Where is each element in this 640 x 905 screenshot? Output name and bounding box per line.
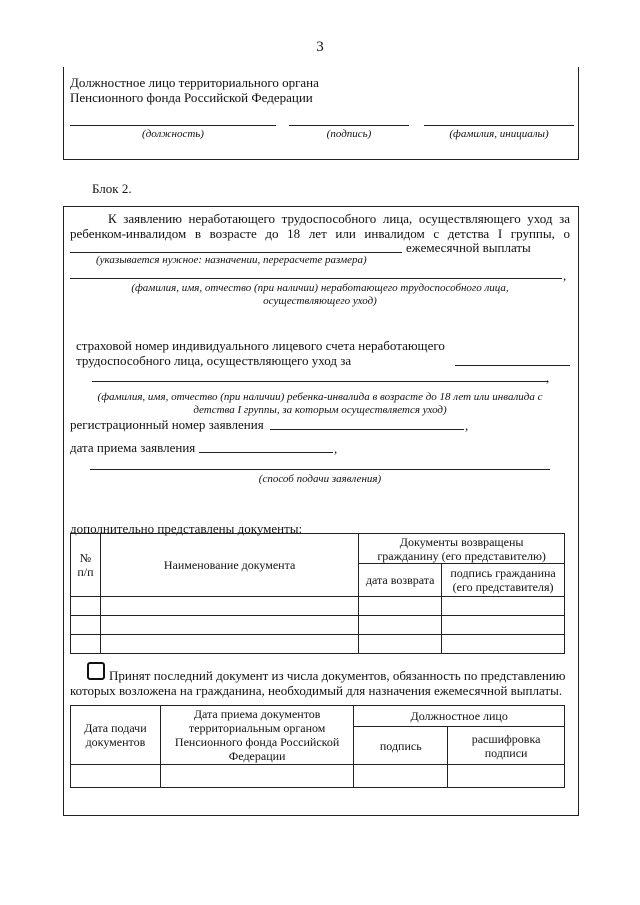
caption-position: (должность)	[142, 128, 204, 140]
name-field-line[interactable]	[424, 125, 574, 126]
caption-child-fio-2: детства I группы, за которым осуществляется уход)	[193, 404, 447, 416]
table-row[interactable]	[71, 596, 565, 615]
col-sign-line-1: подпись гражданина	[450, 565, 556, 580]
method-field-line[interactable]	[90, 469, 550, 470]
table-row[interactable]	[71, 615, 565, 634]
snils-line-2: трудоспособного лица, осуществляющего уход за	[76, 353, 352, 368]
accepted-line-1: Принят последний документ из числа документов, обязанность по представлению	[109, 668, 566, 683]
caption-name: (фамилия, инициалы)	[449, 128, 549, 140]
comma-3: ,	[465, 418, 469, 433]
intro-line-1: К заявлению неработающего трудоспособного лица, осуществляющего уход за	[108, 211, 570, 226]
col-returned-header	[359, 534, 565, 564]
page-number: 3	[316, 39, 324, 55]
position-field-line[interactable]	[70, 125, 276, 126]
col-return-date-header: дата возврата	[359, 564, 442, 596]
table-row[interactable]	[71, 634, 565, 653]
col-submit-date-header	[71, 706, 161, 765]
block2-heading: Блок 2.	[92, 181, 132, 196]
col-official-header: Должностное лицо	[354, 706, 565, 727]
documents-table	[70, 533, 565, 654]
col-decode-line-2: подписи	[484, 745, 528, 760]
purpose-field-line[interactable]	[70, 252, 402, 253]
caption-needed: (указывается нужное: назначении, перерасчете размера)	[96, 254, 367, 266]
caption-method: (способ подачи заявления)	[258, 473, 382, 485]
reg-number-field-line[interactable]	[270, 429, 464, 430]
date-field-line[interactable]	[199, 452, 333, 453]
caption-applicant-fio-2: осуществляющего уход)	[263, 295, 377, 307]
extra-docs-label: дополнительно представлены документы:	[70, 521, 303, 536]
intro-line-2: ребенком-инвалидом в возрасте до 18 лет или инвалидом с детства I группы, о	[70, 226, 570, 241]
caption-applicant-fio-1: (фамилия, имя, отчество (при наличии) неработающего трудоспособного лица,	[131, 282, 509, 294]
caption-child-fio-1: (фамилия, имя, отчество (при наличии) ребенка-инвалида в возрасте до 18 лет или инвалида с	[97, 391, 543, 403]
col-accept-line-4: Федерации	[228, 749, 286, 763]
col-signature-header: подпись	[354, 727, 448, 765]
col-doc-name-header: Наименование документа	[100, 534, 358, 597]
accepted-line-2: которых возложена на гражданина, необходимый для назначения ежемесячной выплаты.	[70, 683, 563, 698]
col-submit-line-1: Дата подачи	[84, 721, 147, 735]
applicant-fio-field-line[interactable]	[70, 278, 562, 279]
signature-field-line[interactable]	[289, 125, 409, 126]
col-accept-line-3: Пенсионного фонда Российской	[174, 735, 340, 749]
snils-field-line[interactable]	[455, 365, 570, 366]
reg-number-label: регистрационный номер заявления	[70, 417, 264, 432]
snils-line-1: страховой номер индивидуального лицевого счета неработающего	[76, 338, 445, 353]
date-label: дата приема заявления	[70, 440, 196, 455]
child-fio-field-line[interactable]	[92, 381, 548, 382]
comma-1: ,	[563, 268, 567, 283]
col-sign-line-2: (его представителя)	[452, 579, 554, 594]
table-row[interactable]	[71, 765, 565, 788]
col-decode-header	[448, 727, 565, 765]
accepted-checkbox[interactable]	[87, 662, 105, 680]
col-submit-line-2: документов	[85, 735, 146, 749]
col-number-header	[71, 534, 101, 597]
col-number-line-1: №	[79, 550, 92, 565]
col-decode-line-1: расшифровка	[471, 731, 541, 746]
official-line-1: Должностное лицо территориального органа	[70, 75, 319, 90]
acceptance-table	[70, 705, 565, 788]
col-accept-date-header	[160, 706, 354, 765]
col-accept-line-1: Дата приема документов	[193, 707, 321, 721]
comma-4: ,	[334, 441, 338, 456]
col-returned-line-1: Документы возвращены	[399, 534, 524, 549]
col-number-line-2: п/п	[77, 564, 94, 579]
col-citizen-sign-header	[442, 564, 565, 596]
caption-signature: (подпись)	[326, 128, 372, 140]
col-accept-line-2: территориальным органом	[188, 721, 326, 735]
col-returned-line-2: гражданину (его представителю)	[377, 548, 546, 563]
comma-2: ,	[546, 370, 550, 385]
official-line-2: Пенсионного фонда Российской Федерации	[70, 90, 313, 105]
intro-line-3-tail: ежемесячной выплаты	[406, 240, 531, 255]
